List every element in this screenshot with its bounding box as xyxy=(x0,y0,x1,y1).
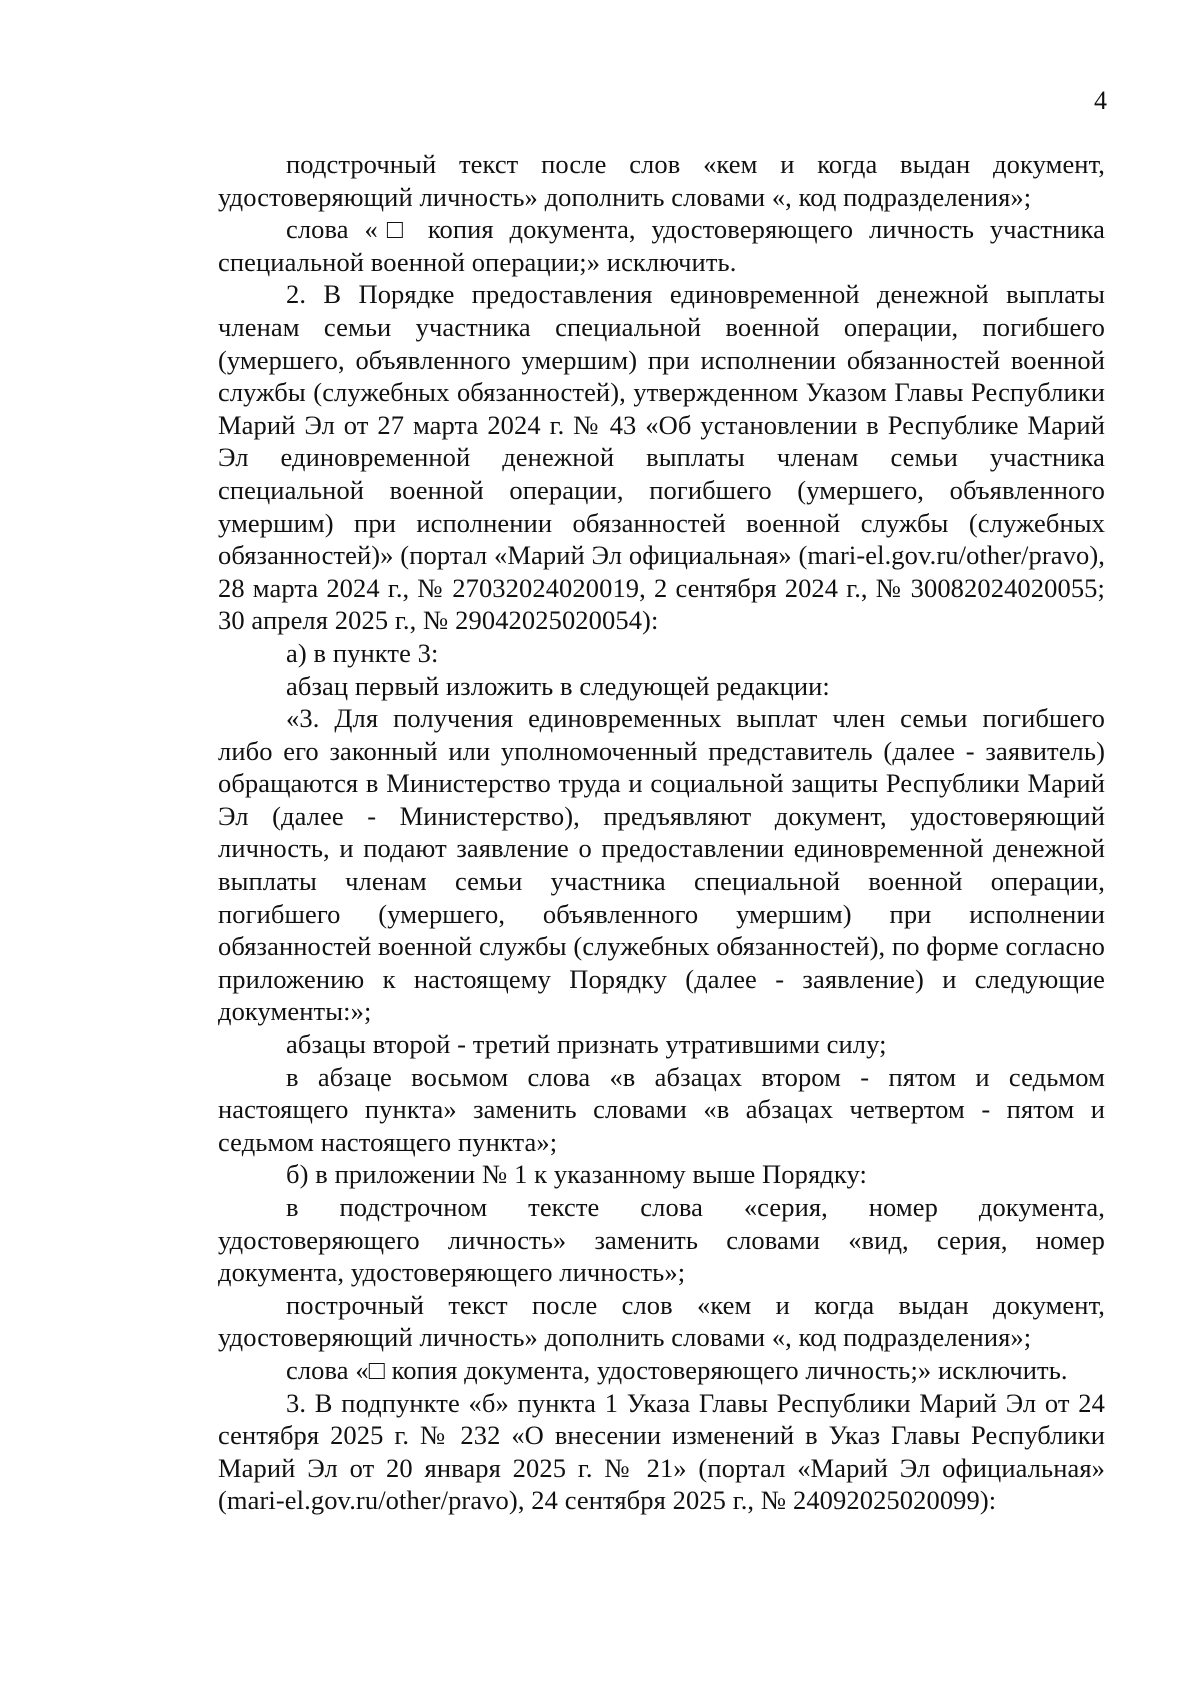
page-number: 4 xyxy=(1094,86,1107,115)
paragraph: а) в пункте 3: xyxy=(286,637,439,668)
paragraph: 2. В Порядке предоставления единовременной денежной выплаты членам семьи участника специальной военной операции, погибшего (умершего, объявленного умершим) при исполнении обязанностей военной службы (служебных обязанностей), утвержденном Указом Главы Республики Марий Эл от 27 марта 2024 г. № 43 «Об установлении в Республике Марий Эл единовременной денежной выплаты членам семьи участника специальной военной операции, погибшего (умершего, объявленного умершим) при исполнении обязанностей военной службы (служебных обязанностей)» (портал «Марий Эл официальная» (mari-el.gov.ru/other/pravo), 28 марта 2024 г., № 27032024020019, 2 сентября 2024 г., № 30082024020055; 30 апреля 2025 г., № 29042025020054): xyxy=(218,279,1105,636)
paragraph: «3. Для получения единовременных выплат член семьи погибшего либо его законный или уполномоченный представитель (далее - заявитель) обращаются в Министерство труда и социальной защиты Республики Марий Эл (далее - Министерство), предъявляют документ, удостоверяющий личность, и подают заявление о предоставлении единовременной денежной выплаты членам семьи участника специальной военной операции, погибшего (умершего, объявленного умершим) при исполнении обязанностей военной службы (служебных обязанностей), по форме согласно приложению к настоящему Порядку (далее - заявление) и следующие документы:»; xyxy=(218,703,1105,1027)
paragraph: абзац первый изложить в следующей редакции: xyxy=(286,670,830,701)
paragraph: абзацы второй - третий признать утратившими силу; xyxy=(286,1029,887,1060)
paragraph: построчный текст после слов «кем и когда выдан документ, удостоверяющий личность» дополнить словами «, код подразделения»; xyxy=(218,1289,1105,1353)
paragraph: 3. В подпункте «б» пункта 1 Указа Главы Республики Марий Эл от 24 сентября 2025 г. № 232 «О внесении изменений в Указ Главы Республики Марий Эл от 20 января 2025 г. № 21» (портал «Марий Эл официальная» (mari-el.gov.ru/other/pravo), 24 сентября 2025 г., № 24092025020099): xyxy=(218,1387,1105,1516)
document-body xyxy=(218,148,1105,1517)
paragraph: слова «□ копия документа, удостоверяющего личность участника специальной военной операции;» исключить. xyxy=(218,214,1105,277)
paragraph: в абзаце восьмом слова «в абзацах втором - пятом и седьмом настоящего пункта» заменить словами «в абзацах четвертом - пятом и седьмом настоящего пункта»; xyxy=(218,1061,1105,1157)
paragraph: слова «□ копия документа, удостоверяющего личность;» исключить. xyxy=(286,1354,1068,1385)
paragraph: в подстрочном тексте слова «серия, номер документа, удостоверяющего личность» заменить словами «вид, серия, номер документа, удостоверяющего личность»; xyxy=(218,1192,1105,1288)
paragraph: б) в приложении № 1 к указанному выше Порядку: xyxy=(286,1159,867,1190)
paragraph: подстрочный текст после слов «кем и когда выдан документ, удостоверяющий личность» дополнить словами «, код подразделения»; xyxy=(218,149,1105,212)
